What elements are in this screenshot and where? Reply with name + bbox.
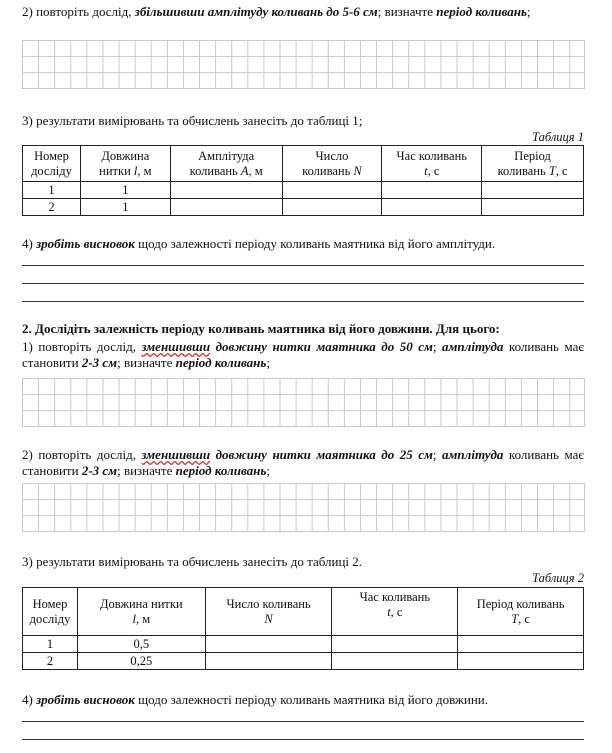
table-1 (22, 145, 584, 216)
header-cell: Число коливань N (282, 146, 382, 182)
s2-step1-text (22, 339, 584, 371)
table-cell: 1 (23, 182, 81, 199)
table-cell[interactable] (332, 653, 458, 670)
table-header-row (23, 588, 584, 636)
table-cell[interactable] (458, 636, 584, 653)
emphasis: зробіть висновок (36, 692, 135, 707)
emphasis: амплітуда (442, 447, 504, 462)
table-cell[interactable] (205, 636, 332, 653)
table-cell[interactable] (332, 636, 458, 653)
emphasis: період коливань (436, 4, 527, 19)
table-cell: 0,25 (77, 653, 205, 670)
table-cell[interactable] (482, 199, 584, 216)
text-run: щодо залежності періоду коливань маятника від його амплітуди. (134, 236, 496, 251)
table-cell: 1 (23, 636, 78, 653)
text-run: 2) повторіть дослід, (22, 447, 142, 462)
table-row (23, 653, 584, 670)
table-cell[interactable] (205, 653, 332, 670)
s1-step4-text (22, 236, 584, 252)
table-cell: 2 (23, 199, 81, 216)
s2-step4-text (22, 692, 584, 708)
table-header-row (23, 146, 584, 182)
answer-line[interactable] (22, 301, 584, 302)
text-run: 2) повторіть дослід, (22, 4, 135, 19)
emphasis: збільшивши амплітуду коливань до 5-6 см (134, 4, 378, 19)
table-cell: 1 (80, 182, 170, 199)
table-cell[interactable] (170, 182, 282, 199)
header-cell: Довжина нитки l, м (80, 146, 170, 182)
table-cell[interactable] (482, 182, 584, 199)
text-run: ; (432, 447, 443, 462)
table-row (23, 199, 584, 216)
table-cell[interactable] (382, 182, 482, 199)
emphasis: зменшивши (141, 447, 211, 462)
text-run: ; (432, 339, 443, 354)
answer-line[interactable] (22, 739, 584, 740)
text-run: 4) (22, 236, 37, 251)
table-cell[interactable] (458, 653, 584, 670)
s2-heading: 2. Дослідіть залежність періоду коливань маятника від його довжини. Для цього: (22, 321, 500, 336)
table2-caption: Таблиця 2 (532, 571, 584, 585)
text-run: щодо залежності періоду коливань маятника від його довжини. (134, 692, 488, 707)
emphasis: період коливань (175, 355, 267, 370)
answer-line[interactable] (22, 283, 584, 284)
table-cell[interactable] (282, 182, 382, 199)
answer-line[interactable] (22, 721, 584, 722)
table-cell[interactable] (382, 199, 482, 216)
s2-step2-text (22, 447, 584, 479)
emphasis: 2-3 см (81, 355, 118, 370)
table1-caption: Таблиця 1 (532, 130, 584, 144)
emphasis: амплітуда (442, 339, 504, 354)
emphasis: зменшивши (141, 339, 211, 354)
s1-step2-text (22, 4, 584, 20)
table-cell[interactable] (282, 199, 382, 216)
table-row (23, 182, 584, 199)
text-run: ; визначте (377, 4, 437, 19)
table-cell[interactable] (170, 199, 282, 216)
emphasis: 2-3 см (81, 463, 118, 478)
header-cell: Довжина нитки l, м (77, 588, 205, 636)
table-cell: 1 (80, 199, 170, 216)
table-row (23, 636, 584, 653)
text-run: коливань має становити (22, 339, 584, 370)
text-run: ; визначте (117, 463, 176, 478)
text-run: ; визначте (117, 355, 176, 370)
table-cell: 0,5 (77, 636, 205, 653)
text-run: 4) (22, 692, 37, 707)
answer-line[interactable] (22, 265, 584, 266)
text-run: 1) повторіть дослід, (22, 339, 142, 354)
answer-grid-3[interactable] (22, 483, 585, 532)
s1-step3-text: 3) результати вимірювань та обчислень занесіть до таблиці 1; (22, 113, 363, 128)
text-run: коливань має становити (22, 447, 584, 478)
text-run: ; (526, 4, 531, 19)
header-cell: Номер досліду (23, 588, 78, 636)
table-2 (22, 587, 584, 670)
text-run: ; (266, 355, 270, 370)
header-cell: Число коливань N (205, 588, 332, 636)
text-run: ; (266, 463, 270, 478)
emphasis: зробіть висновок (36, 236, 135, 251)
emphasis: період коливань (175, 463, 267, 478)
header-cell: Час коливань t, с (382, 146, 482, 182)
header-cell: Час коливань t, с (332, 588, 458, 636)
table-cell: 2 (23, 653, 78, 670)
answer-grid-1[interactable] (22, 40, 585, 89)
header-cell: Період коливань T, с (482, 146, 584, 182)
emphasis: довжину нитки маятника до 25 см (210, 447, 433, 462)
emphasis: довжину нитки маятника до 50 см (210, 339, 433, 354)
answer-grid-2[interactable] (22, 378, 585, 427)
header-cell: Номер досліду (23, 146, 81, 182)
header-cell: Період коливань T, с (458, 588, 584, 636)
header-cell: Амплітуда коливань A, м (170, 146, 282, 182)
s2-step3-text: 3) результати вимірювань та обчислень занесіть до таблиці 2. (22, 554, 363, 569)
